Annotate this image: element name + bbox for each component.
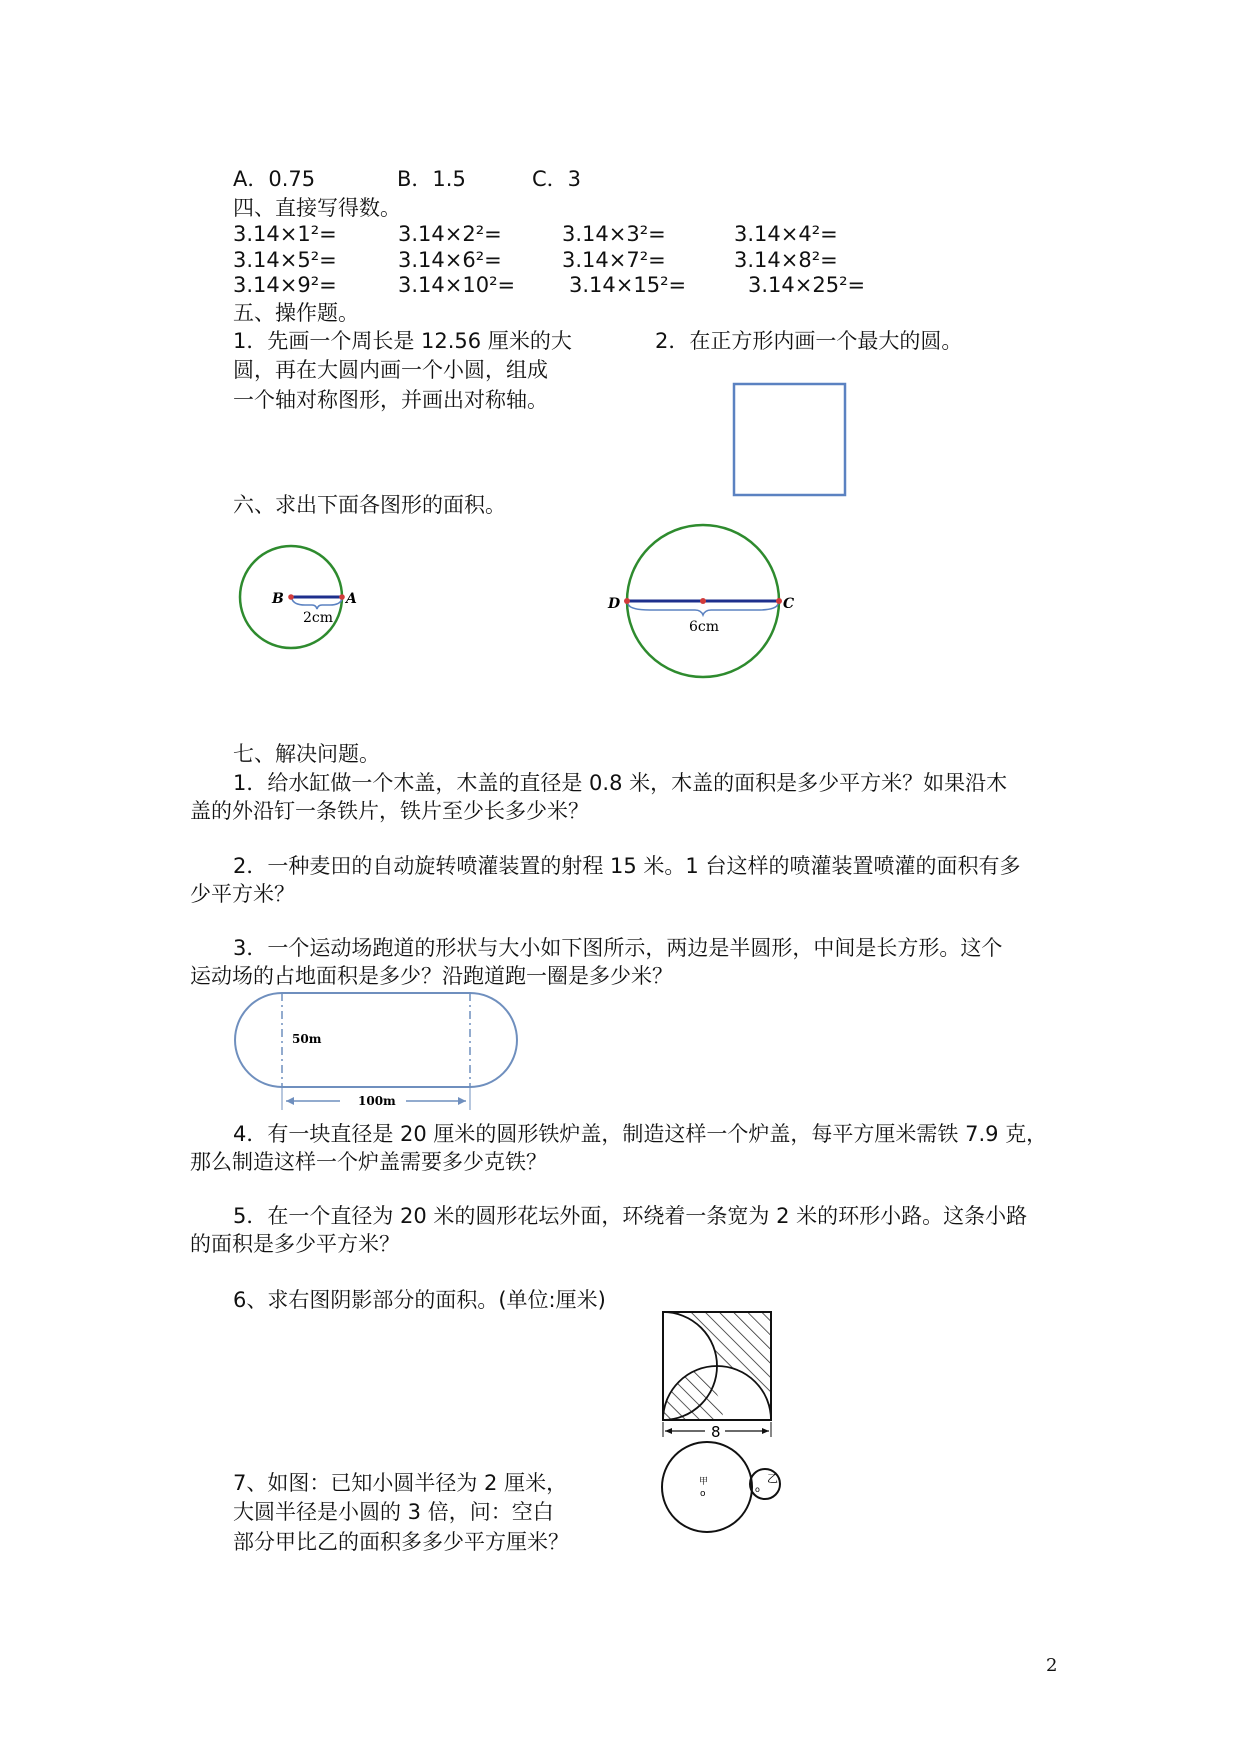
square-outline	[734, 384, 845, 495]
two-circles-figure	[655, 1440, 790, 1540]
arrow-left	[286, 1097, 294, 1105]
diameter-brace	[628, 604, 778, 615]
big-circle	[662, 1442, 752, 1532]
circle-fig-1	[230, 540, 360, 655]
option-a: A．0.75	[233, 167, 316, 191]
q6-text: 6、求右图阴影部分的面积。(单位:厘米)	[233, 1288, 606, 1312]
big-center-o: o	[700, 1489, 706, 1499]
section5-q1-line1: 1．先画一个周长是 12.56 厘米的大	[233, 329, 572, 353]
end-point-c	[776, 598, 782, 604]
q5-line2: 的面积是多少平方米？	[190, 1232, 400, 1256]
dim-arrow-right	[762, 1428, 769, 1434]
label-d: D	[608, 596, 621, 612]
q1-line2: 盖的外沿钉一条铁片，铁片至少长多少米？	[190, 799, 589, 823]
track-outline	[235, 993, 517, 1087]
calc-1-1: 3.14×1²=	[233, 222, 337, 246]
label-c: C	[783, 596, 795, 612]
track-figure	[230, 990, 530, 1110]
section5-title: 五、操作题。	[233, 301, 359, 325]
circle-fig-2	[600, 520, 800, 685]
q7-line3: 部分甲比乙的面积多多少平方厘米？	[233, 1530, 569, 1554]
calc-3-4: 3.14×25²=	[748, 273, 866, 297]
section4-title: 四、直接写得数。	[233, 196, 401, 220]
label-a: A	[346, 591, 357, 607]
q3-line1: 3．一个运动场跑道的形状与大小如下图所示，两边是半圆形，中间是长方形。这个	[233, 936, 1003, 960]
section7-title: 七、解决问题。	[233, 742, 380, 766]
end-point-d	[624, 598, 630, 604]
track-height-label: 50m	[292, 1032, 322, 1046]
page-number: 2	[1046, 1655, 1058, 1676]
q5-line1: 5．在一个直径为 20 米的圆形花坛外面，环绕着一条宽为 2 米的环形小路。这条小路	[233, 1204, 1028, 1228]
q3-line2: 运动场的占地面积是多少？沿跑道跑一圈是多少米？	[190, 964, 673, 988]
arrow-right	[458, 1097, 466, 1105]
small-center-o: o	[755, 1485, 760, 1494]
section6-title: 六、求出下面各图形的面积。	[233, 493, 506, 517]
q2-line2: 少平方米？	[190, 882, 295, 906]
calc-3-2: 3.14×10²=	[398, 273, 516, 297]
label-b: B	[272, 591, 284, 607]
calc-1-3: 3.14×3²=	[562, 222, 666, 246]
label-jia: 甲	[699, 1477, 709, 1487]
center-point	[700, 598, 706, 604]
option-c: C．3	[532, 167, 582, 191]
label-yi: 乙	[767, 1472, 778, 1485]
shaded-square-figure	[655, 1305, 780, 1445]
calc-2-1: 3.14×5²=	[233, 248, 337, 272]
side-length-label: 8	[711, 1423, 721, 1441]
calc-3-3: 3.14×15²=	[569, 273, 687, 297]
q4-line2: 那么制造这样一个炉盖需要多少克铁？	[190, 1150, 547, 1174]
q7-line2: 大圆半径是小圆的 3 倍，问：空白	[233, 1500, 554, 1524]
measure-6cm: 6cm	[689, 619, 720, 635]
radius-brace	[292, 599, 342, 609]
calc-3-1: 3.14×9²=	[233, 273, 337, 297]
dim-arrow-left	[665, 1428, 672, 1434]
section5-q1-line2: 圆，再在大圆内画一个小圆，组成	[233, 358, 548, 382]
q2-line1: 2．一种麦田的自动旋转喷灌装置的射程 15 米。1 台这样的喷灌装置喷灌的面积有多	[233, 854, 1021, 878]
q7-line1: 7、如图：已知小圆半径为 2 厘米，	[233, 1471, 568, 1495]
calc-1-4: 3.14×4²=	[734, 222, 838, 246]
q4-line1: 4．有一块直径是 20 厘米的圆形铁炉盖，制造这样一个炉盖，每平方厘米需铁 7.9 克，	[233, 1122, 1048, 1146]
calc-1-2: 3.14×2²=	[398, 222, 502, 246]
section5-q1-line3: 一个轴对称图形，并画出对称轴。	[233, 388, 548, 412]
square-figure	[730, 380, 850, 500]
section5-q2: 2．在正方形内画一个最大的圆。	[655, 329, 963, 353]
center-point-b	[288, 594, 294, 600]
q1-line1: 1．给水缸做一个木盖，木盖的直径是 0.8 米，木盖的面积是多少平方米？如果沿木	[233, 771, 1008, 795]
calc-2-3: 3.14×7²=	[562, 248, 666, 272]
measure-2cm: 2cm	[303, 610, 334, 626]
end-point-a	[339, 594, 345, 600]
calc-2-4: 3.14×8²=	[734, 248, 838, 272]
calc-2-2: 3.14×6²=	[398, 248, 502, 272]
track-length-label: 100m	[358, 1094, 396, 1108]
option-b: B．1.5	[397, 167, 466, 191]
